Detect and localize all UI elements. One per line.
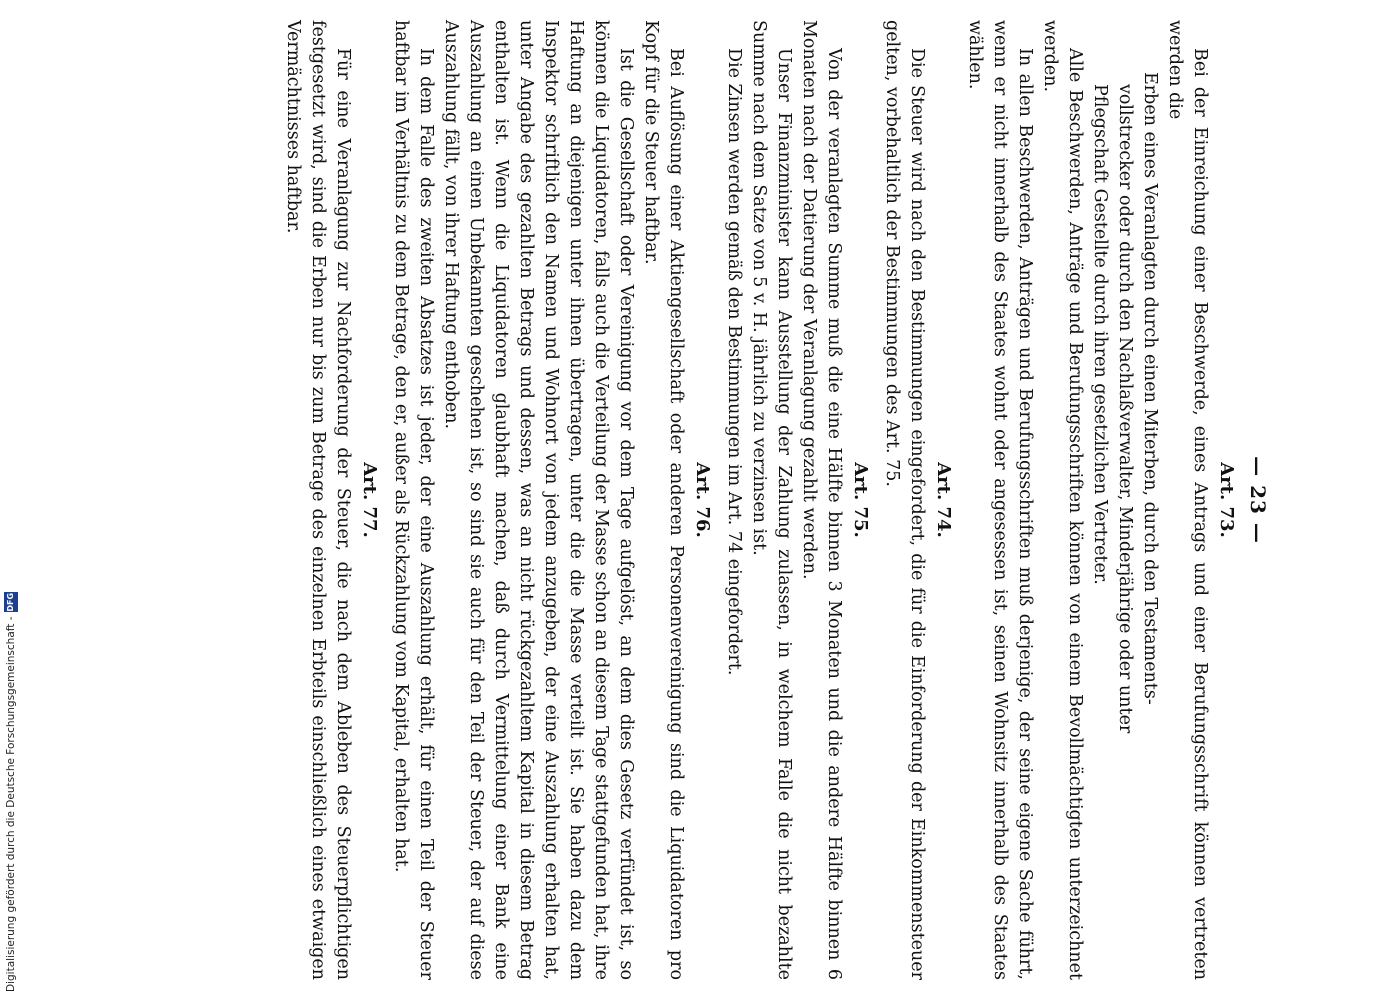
article-74-heading: Art. 74.	[933, 462, 954, 538]
article-76-heading: Art. 76.	[692, 462, 713, 538]
article-73-sub-line-1: Erben eines Veranlagten durch einen Miterben, durch den Testaments-	[1140, 72, 1160, 705]
digitization-footer	[2, 592, 20, 992]
article-73-paragraph-1: Bei der Einreichung einer Beschwerde, eines Antrags und einer Berufungsschrift können vertreten werden die	[1165, 20, 1210, 980]
footer-text: Digitalisierung gefördert durch die Deutsche Forschungsgemeinschaft -	[5, 616, 17, 992]
article-76-paragraph-3: In dem Falle des zweiten Absatzes ist jeder, der eine Auszahlung erhält, für einen Teil der Steuer haftbar im Verhältnis zu dem Betrage, den er, außer als Rückzahlung vom Kapital, erhalten hat.	[391, 20, 436, 980]
article-75-paragraph-2: Unser Finanzminister kann Ausstellung der Zahlung zulassen, in welchem Falle die nicht bezahlte Summe nach dem Satze von 5 v. H. jährlich zu verzinsen ist.	[749, 20, 794, 980]
article-77-paragraph-1: Für eine Veranlagung zur Nachforderung der Steuer, die nach dem Ableben des Steuerpflichtigen festgesetzt wird, sind die Erben nur bis zum Betrage des einzelnen Erbteils einschließlich eines etwaigen Vermächtnisses haftbar.	[283, 20, 353, 980]
article-77-heading: Art. 77.	[359, 462, 380, 538]
article-73-sub-line-2: vollstrecker oder durch den Nachlaßverwalter, Minderjährige oder unter	[1115, 84, 1135, 734]
dfg-logo: DFG	[4, 592, 18, 612]
article-74-paragraph-1: Die Steuer wird nach den Bestimmungen eingefordert, die für die Einforderung der Einkommensteuer gelten, vorbehaltlich der Bestimmungen des Art. 75.	[882, 20, 927, 980]
article-73-paragraph-3: In allen Beschwerden, Anträgen und Berufungsschriften muß derjenige, der seine eigene Sache führt, wenn er nicht innerhalb des Staates wohnt oder angesessen ist, seinen Wohnsitz innerhalb des Staates wählen.	[965, 20, 1035, 980]
article-73-sub-line-3: Pflegschaft Gestellte durch ihren gesetzlichen Vertreter.	[1090, 84, 1110, 585]
article-75-paragraph-3: Die Zinsen werden gemäß den Bestimmungen im Art. 74 eingefordert.	[724, 48, 744, 676]
article-73-sublist	[1087, 48, 1162, 980]
article-73-paragraph-2: Alle Beschwerden, Anträge und Berufungsschriften können von einem Bevollmächtigten unterzeichnet werden.	[1040, 20, 1085, 980]
rotated-text-block	[150, 20, 1270, 980]
article-76-paragraph-2: Ist die Gesellschaft oder Vereinigung vor dem Tage aufgelöst, an dem dies Gesetz verfündet ist, so können die Liquidatoren, falls auch die Verteilung der Masse schon an diesem Tage stattgefunden hat, ihre Haftung an diejenigen unter ihnen übertragen, unter die die Masse verteilt ist. Sie haben dazu dem Inspektor schriftlich den Namen und Wohnort von jedem anzugeben, der eine Auszahlung erhalten hat, unter Angabe des gezahlten Betrags und dessen, was an nicht rückgezahltem Kapital in diesem Betrag enthalten ist. Wenn die Liquidatoren glaubhaft machen, daß durch Vermittelung einer Bank eine Auszahlung an einen Unbekannten geschehen ist, so sind sie auch für den Teil der Steuer, der auf diese Auszahlung fällt, von ihrer Haftung enthoben.	[441, 20, 636, 980]
page-number: — 23 —	[1246, 456, 1270, 544]
article-75-heading: Art. 75.	[850, 462, 871, 538]
article-73-heading: Art. 73.	[1216, 462, 1237, 538]
article-75-paragraph-1: Von der veranlagten Summe muß die eine Hälfte binnen 3 Monaten und die andere Hälfte binnen 6 Monaten nach der Datierung der Veranlagung gezahlt werden.	[799, 20, 844, 980]
article-76-paragraph-1: Bei Auflösung einer Aktiengesellschaft oder anderen Personenvereinigung sind die Liquidatoren pro Kopf für die Steuer haftbar.	[641, 20, 686, 980]
